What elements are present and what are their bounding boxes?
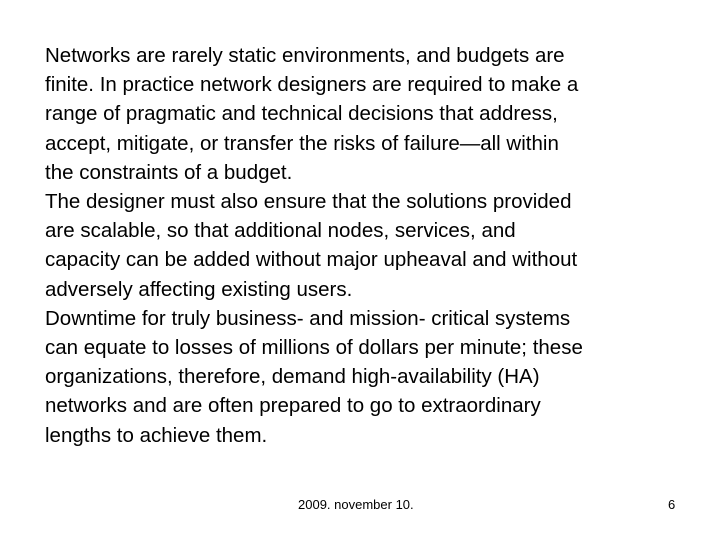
slide-body-text [45, 41, 685, 450]
page-number: 6 [668, 497, 676, 512]
footer-date: 2009. november 10. [298, 497, 414, 512]
paragraph-downtime: Downtime for truly business- and mission- critical systems can equate to losses of millions of dollars per minute; these organizations, therefore, demand high-availability (HA) networks and are often prepared to go to extraordinary lengths to achieve them. [45, 306, 583, 447]
paragraph-scalability: The designer must also ensure that the solutions provided are scalable, so that additional nodes, services, and capacity can be added without major upheaval and without adversely affecting existing users. [45, 190, 578, 301]
paragraph-budgets: Networks are rarely static environments, and budgets are finite. In practice network designers are required to make a range of pragmatic and technical decisions that address, accept, mitigate, or transfer the risks of failure—all within the constraints of a budget. [45, 44, 579, 184]
